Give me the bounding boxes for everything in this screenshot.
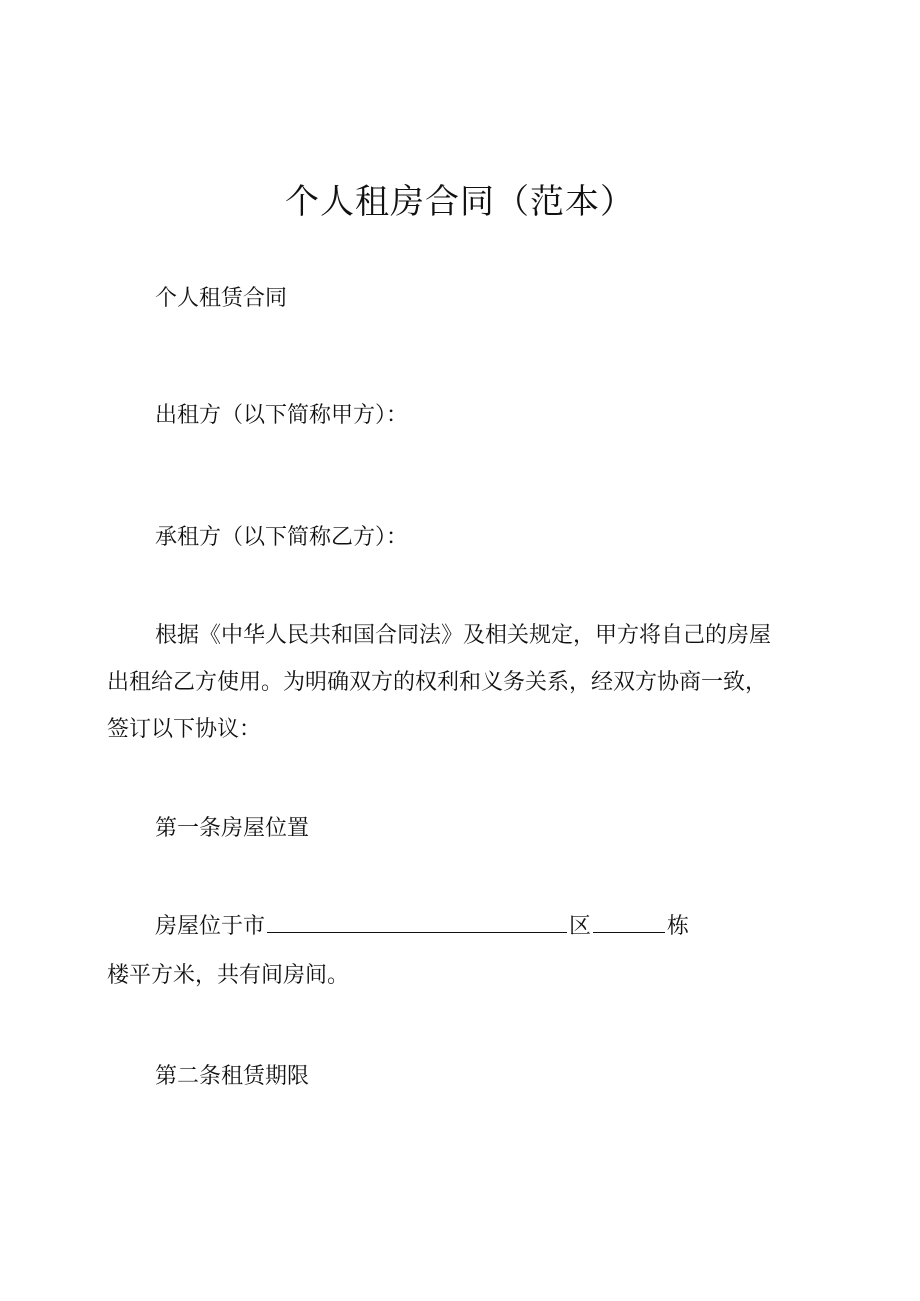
- lessor-line: 出租方（以下简称甲方）：: [155, 403, 409, 428]
- location-line: [107, 904, 807, 950]
- article-2-heading: 第二条租赁期限: [155, 1064, 310, 1089]
- building-label: 栋: [667, 914, 690, 939]
- intro-line: 签订以下协议：: [107, 717, 262, 742]
- contract-subtitle: 个人租赁合同: [155, 286, 288, 311]
- district-label: 区: [569, 914, 592, 939]
- intro-line: 根据《中华人民共和国合同法》及相关规定，甲方将自己的房屋: [155, 623, 772, 648]
- intro-line: 出租给乙方使用。为明确双方的权利和义务关系，经双方协商一致，: [107, 670, 768, 695]
- article-1-heading: 第一条房屋位置: [155, 816, 310, 841]
- document-title: 个人租房合同（范本）: [285, 182, 635, 222]
- lessee-line: 承租方（以下简称乙方）：: [155, 525, 409, 550]
- location-line-2: 楼平方米，共有间房间。: [107, 963, 350, 988]
- building-blank: [593, 910, 665, 933]
- city-blank: [267, 910, 567, 933]
- location-prefix: 房屋位于市: [155, 914, 266, 939]
